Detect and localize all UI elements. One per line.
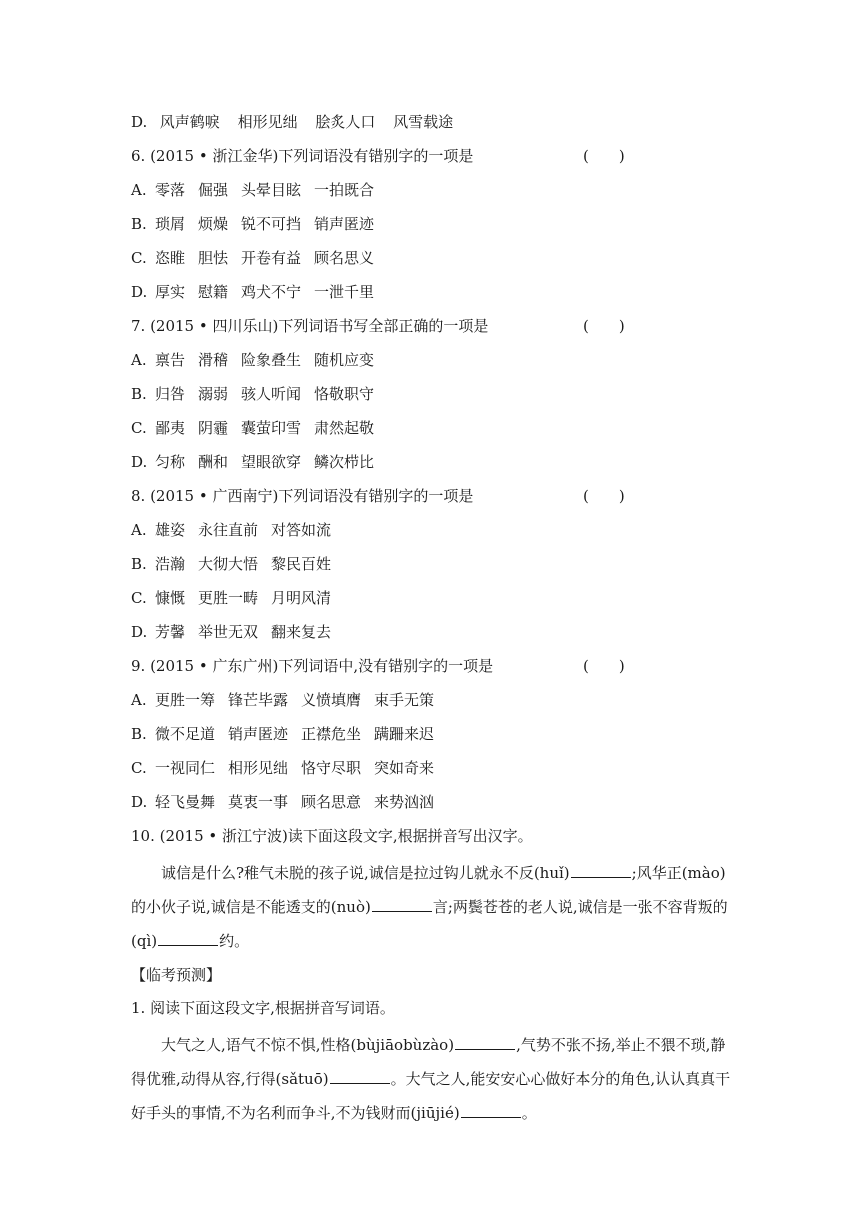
- passage-text: 。: [521, 1104, 537, 1122]
- option-word: 相形见绌: [237, 113, 298, 131]
- question-stem: [131, 994, 731, 1028]
- section-title: 【临考预测】: [131, 966, 222, 984]
- option-word: 销声匿迹: [314, 215, 375, 233]
- option-word: 阴霾: [198, 419, 229, 437]
- answer-bracket: ( ): [583, 147, 625, 165]
- option-word: 举世无双: [198, 623, 259, 641]
- question-stem: [131, 312, 731, 346]
- option-word: 慷慨: [155, 589, 186, 607]
- question-stem: [131, 652, 731, 686]
- option-word: 禀告: [155, 351, 186, 369]
- option-row: [131, 618, 731, 652]
- option-word: 望眼欲穿: [241, 453, 302, 471]
- option-letter: D.: [131, 793, 148, 811]
- option-row: [131, 414, 731, 448]
- option-letter: D.: [131, 283, 148, 301]
- option-word: 浩瀚: [155, 555, 186, 573]
- option-letter: D.: [131, 113, 148, 131]
- question-text: 1. 阅读下面这段文字,根据拼音写词语。: [131, 999, 395, 1017]
- question-text: 6. (2015 • 浙江金华)下列词语没有错别字的一项是: [131, 147, 474, 165]
- option-word: 芳馨: [155, 623, 186, 641]
- answer-blank[interactable]: [372, 897, 432, 912]
- option-word: 烦燥: [198, 215, 229, 233]
- passage-paragraph: [131, 856, 731, 958]
- option-word: 更胜一畴: [198, 589, 259, 607]
- option-word: 胆怯: [198, 249, 229, 267]
- option-word: 滑稽: [198, 351, 229, 369]
- option-letter: A.: [131, 351, 147, 369]
- option-word: 开卷有益: [241, 249, 302, 267]
- option-row: [131, 210, 731, 244]
- passage-text: 诚信是什么?稚气未脱的孩子说,诚信是拉过钩儿就永不反(huǐ): [161, 864, 570, 882]
- passage-text: 言;两鬓苍苍的老人说,诚信是一张不容背叛的(qì): [131, 898, 728, 950]
- passage-paragraph: [131, 1028, 731, 1130]
- question-text: 9. (2015 • 广东广州)下列词语中,没有错别字的一项是: [131, 657, 494, 675]
- question-text: 8. (2015 • 广西南宁)下列词语没有错别字的一项是: [131, 487, 474, 505]
- passage-text: 。大气之人,能安安心心做好本分的角色,认认真真干好手头的事情,不为名利而争斗,不为钱财而(jiūjié): [131, 1070, 731, 1122]
- option-row: [131, 686, 731, 720]
- option-word: 险象叠生: [241, 351, 302, 369]
- option-letter: B.: [131, 385, 147, 403]
- option-word: 销声匿迹: [228, 725, 289, 743]
- option-letter: D.: [131, 623, 148, 641]
- option-letter: C.: [131, 249, 147, 267]
- option-word: 倔强: [198, 181, 229, 199]
- option-word: 来势汹汹: [374, 793, 435, 811]
- option-letter: D.: [131, 453, 148, 471]
- option-word: 永往直前: [198, 521, 259, 539]
- question-text: 10. (2015 • 浙江宁波)读下面这段文字,根据拼音写出汉字。: [131, 827, 533, 845]
- option-word: 零落: [155, 181, 186, 199]
- option-word: 厚实: [155, 283, 186, 301]
- option-row: [131, 754, 731, 788]
- option-word: 更胜一筹: [155, 691, 216, 709]
- option-row: [131, 788, 731, 822]
- option-letter: B.: [131, 725, 147, 743]
- option-word: 正襟危坐: [301, 725, 362, 743]
- top-option: [131, 108, 731, 142]
- option-word: 莫衷一事: [228, 793, 289, 811]
- option-letter: B.: [131, 215, 147, 233]
- option-word: 恪守尽职: [301, 759, 362, 777]
- option-letter: A.: [131, 181, 147, 199]
- option-word: 束手无策: [374, 691, 435, 709]
- option-letter: B.: [131, 555, 147, 573]
- option-word: 锋芒毕露: [228, 691, 289, 709]
- passage-text: 大气之人,语气不惊不惧,性格(bùjiāobùzào): [161, 1036, 455, 1054]
- option-word: 黎民百姓: [271, 555, 332, 573]
- option-word: 脍炙人口: [315, 113, 376, 131]
- option-word: 微不足道: [155, 725, 216, 743]
- option-word: 鸡犬不宁: [241, 283, 302, 301]
- option-letter: C.: [131, 589, 147, 607]
- option-letter: A.: [131, 691, 147, 709]
- option-row: [131, 346, 731, 380]
- option-word: 头晕目眩: [241, 181, 302, 199]
- option-word: 风雪载途: [393, 113, 454, 131]
- passage-text: ,气势不张不扬,举止不猥不琐,静得优雅,动得从容,行得(sǎtuō): [131, 1036, 726, 1088]
- answer-blank[interactable]: [461, 1103, 521, 1118]
- option-word: 恪敬职守: [314, 385, 375, 403]
- option-word: 顾名思意: [301, 793, 362, 811]
- option-word: 雄姿: [155, 521, 186, 539]
- option-word: 义愤填膺: [301, 691, 362, 709]
- option-letter: C.: [131, 759, 147, 777]
- question-text: 7. (2015 • 四川乐山)下列词语书写全部正确的一项是: [131, 317, 489, 335]
- option-word: 随机应变: [314, 351, 375, 369]
- option-word: 锐不可挡: [241, 215, 302, 233]
- option-letter: C.: [131, 419, 147, 437]
- option-word: 溺弱: [198, 385, 229, 403]
- option-word: 归咎: [155, 385, 186, 403]
- content-area: [131, 108, 731, 1130]
- option-row: [131, 516, 731, 550]
- option-row: [131, 550, 731, 584]
- answer-blank[interactable]: [571, 863, 631, 878]
- option-word: 顾名思义: [314, 249, 375, 267]
- option-row: [131, 380, 731, 414]
- option-word: 大彻大悟: [198, 555, 259, 573]
- option-word: 突如奇来: [374, 759, 435, 777]
- option-letter: A.: [131, 521, 147, 539]
- answer-blank[interactable]: [455, 1035, 515, 1050]
- answer-bracket: ( ): [583, 487, 625, 505]
- option-word: 一拍既合: [314, 181, 375, 199]
- passage-text: 约。: [219, 932, 250, 950]
- option-word: 鳞次栉比: [314, 453, 375, 471]
- option-word: 匀称: [155, 453, 186, 471]
- option-word: 对答如流: [271, 521, 332, 539]
- option-word: 鄙夷: [155, 419, 186, 437]
- option-word: 骇人听闻: [241, 385, 302, 403]
- option-row: [131, 176, 731, 210]
- option-word: 一视同仁: [155, 759, 216, 777]
- option-row: [131, 278, 731, 312]
- option-word: 蹒跚来迟: [374, 725, 435, 743]
- answer-bracket: ( ): [583, 657, 625, 675]
- option-word: 风声鹤唳: [159, 113, 220, 131]
- answer-blank[interactable]: [158, 931, 218, 946]
- question-stem: [131, 142, 731, 176]
- option-word: 一泄千里: [314, 283, 375, 301]
- answer-bracket: ( ): [583, 317, 625, 335]
- option-word: 琐屑: [155, 215, 186, 233]
- passage-text: ;风华正(mào)的小伙子说,诚信是不能透支的(nuò): [131, 864, 726, 916]
- answer-blank[interactable]: [330, 1069, 390, 1084]
- option-row: [131, 244, 731, 278]
- question-stem: [131, 822, 731, 856]
- option-word: 酬和: [198, 453, 229, 471]
- option-row: [131, 448, 731, 482]
- option-row: [131, 720, 731, 754]
- option-word: 月明风清: [271, 589, 332, 607]
- option-word: 慰籍: [198, 283, 229, 301]
- option-word: 轻飞曼舞: [155, 793, 216, 811]
- option-word: 囊萤印雪: [241, 419, 302, 437]
- option-word: 相形见绌: [228, 759, 289, 777]
- option-word: 翻来复去: [271, 623, 332, 641]
- option-row: [131, 584, 731, 618]
- option-word: 恣睢: [155, 249, 186, 267]
- question-stem: [131, 482, 731, 516]
- option-word: 肃然起敬: [314, 419, 375, 437]
